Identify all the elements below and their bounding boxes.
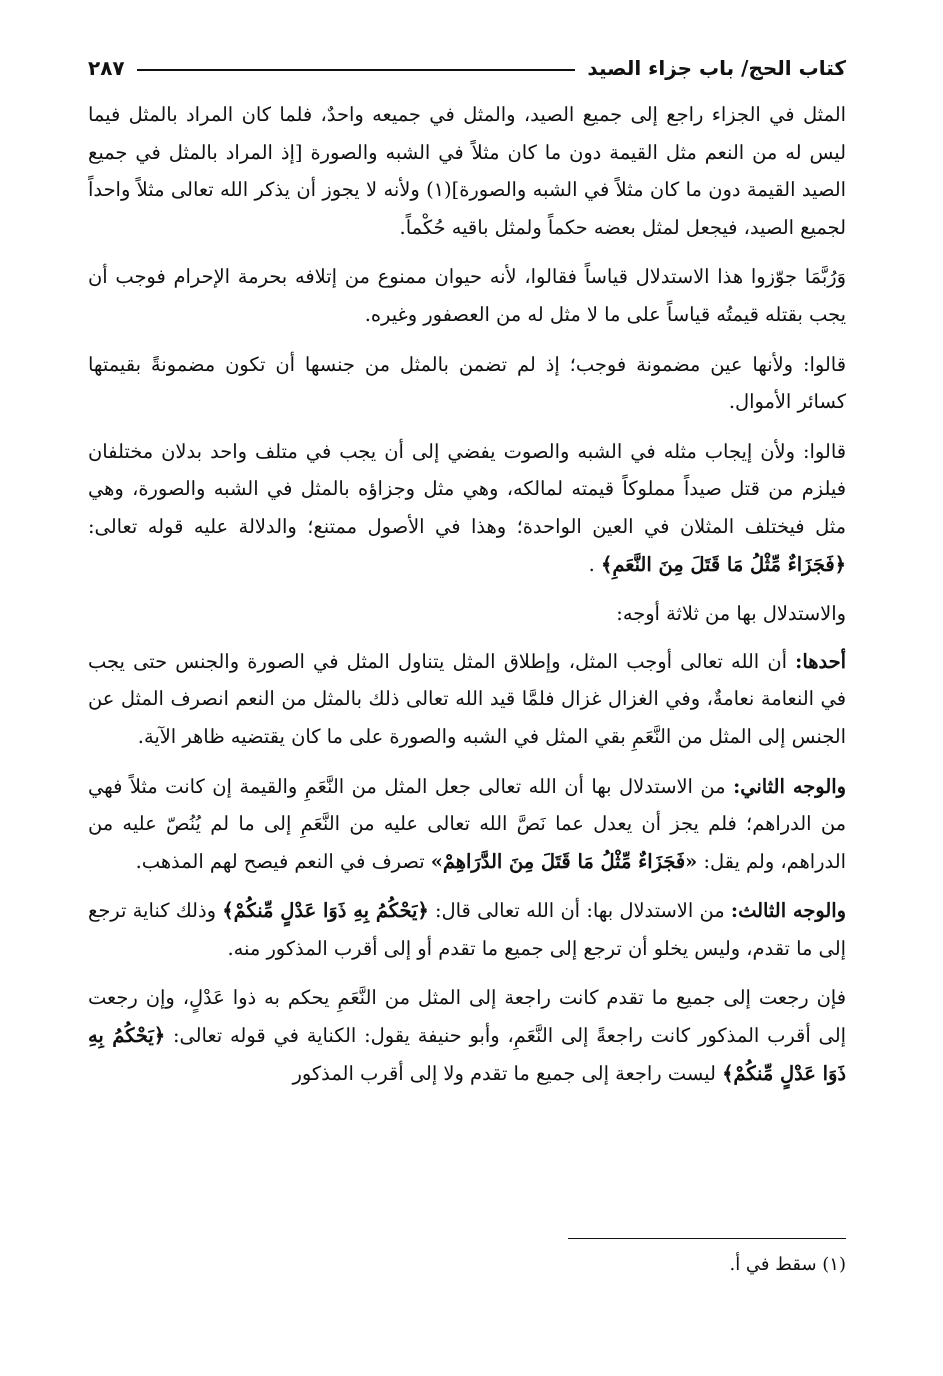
paragraph-5 [88,595,846,633]
header-rule [137,69,576,71]
paragraph-text: قالوا: ولأنها عين مضمونة فوجب؛ إذ لم تضمن بالمثل من جنسها أن تكون مضمونةً بقيمتها كسائر الأموال. [88,352,846,414]
paragraph-text: قالوا: ولأن إيجاب مثله في الشبه والصوت يفضي إلى أن يجب في متلف واحد بدلان مختلفان فيلزم من قتل صيداً مملوكاً قيمته لمالكه، وهي مثل وجزاؤه بالمثل في الشبه والصورة، وهي مثل فيختلف المثلان في العين الواحدة؛ وهذا في الأصول ممتنع؛ والدلالة عليه قوله تعالى: [88,439,846,538]
paragraph-label: والوجه الثاني: [733,774,846,798]
paragraph-text-end: . [588,552,601,576]
page-body [88,96,846,1092]
paragraph-text: والاستدلال بها من ثلاثة أوجه: [616,602,846,626]
footnote [729,1254,846,1275]
paragraph-text: من الاستدلال بها أن الله تعالى جعل المثل من النَّعَمِ والقيمة إن كانت مثلاً فهي من الدراهم؛ فلم يجز أن يعدل عما نَصَّ الله تعالى عليه من النَّعَمِ إلى ما لم يُنُصّ عليه من الدراهم، ولم يقل: [88,774,846,873]
paragraph-text: المثل في الجزاء راجع إلى جميع الصيد، والمثل في جميعه واحدٌ، فلما كان المراد بالمثل فيما ليس له من النعم مثل القيمة دون ما كان مثلاً في الشبه والصورة [إذ المراد بالمثل في جميع الصيد القيمة دون ما كان مثلاً في الشبه والصورة](١) ولأنه لا يجوز أن يذكر الله تعالى مثلاً واحداً لجميع الصيد، فيجعل لمثل بعضه حكماً ولمثل باقيه حُكْماً. [88,103,846,239]
paragraph-label: والوجه الثالث: [730,899,846,923]
paragraph-1 [88,96,846,246]
footnote-text: سقط في أ. [729,1254,817,1275]
paragraph-4 [88,433,846,583]
paragraph-8 [88,892,846,967]
quran-verse: ﴿فَجَزَاءٌ مِّثْلُ مَا قَتَلَ مِنَ النَّعَمِ﴾ [600,552,846,576]
quran-verse: ﴿يَحْكُمُ بِهِ ذَوَا عَدْلٍ مِّنكُمْ﴾ [222,899,429,923]
paragraph-text: وَرُبَّمَا جوّزوا هذا الاستدلال قياساً فقالوا، لأنه حيوان ممنوع من إتلافه بحرمة الإحرام فوجب أن يجب بقتله قيمتُه قياساً على ما لا مثل له من العصفور وغيره. [88,265,846,326]
running-header [88,42,846,94]
quran-verse: ﴿يَحْكُمُ بِهِ ذَوَا عَدْلٍ مِّنكُمْ﴾ [88,1024,846,1085]
paragraph-text: فإن رجعت إلى جميع ما تقدم كانت راجعة إلى المثل من النَّعَمِ يحكم به ذوا عَدْلٍ، وإن رجعت إلى أقرب المذكور كانت راجعةً إلى النَّعَمِ، وأبو حنيفة يقول: الكناية في قوله تعالى: [88,986,847,1048]
page-number: ٢٨٧ [88,56,125,80]
chapter-title: كتاب الحج/ باب جزاء الصيد [587,56,846,80]
paragraph-label: أحدها: [795,649,846,673]
paragraph-text-end: وذلك كناية ترجع إلى ما تقدم، وليس يخلو أن ترجع إلى جميع ما تقدم أو إلى أقرب المذكور منه. [88,899,846,960]
paragraph-text: أن الله تعالى أوجب المثل، وإطلاق المثل يتناول المثل في الصورة والجنس حتى يجب في النعامة نعامةٌ، وفي الغزال غزال فلمَّا قيد الله تعالى ذلك بالمثل من النعم انصرف المثل عن الجنس إلى المثل من النَّعَمِ بقي المثل في الشبه والصورة على ما كان يقتضيه ظاهر الآية. [88,649,846,748]
paragraph-2 [88,258,846,333]
paragraph-text: من الاستدلال بها: أن الله تعالى قال: [428,899,731,923]
paragraph-text-end: تصرف في النعم فيصح لهم المذهب. [135,849,431,873]
paragraph-7 [88,768,846,881]
footnote-marker: (١) [822,1254,846,1275]
paragraph-text-end: ليست راجعة إلى جميع ما تقدم ولا إلى أقرب المذكور [292,1061,723,1085]
paragraph-9 [88,979,846,1092]
paragraph-6 [88,643,846,756]
book-page [88,42,846,1342]
paragraph-3 [88,346,846,421]
footnote-rule [568,1238,846,1239]
quran-verse: «فَجَزَاءٌ مِّثْلُ مَا قَتَلَ مِنَ الدَّرَاهِمْ» [430,849,698,873]
